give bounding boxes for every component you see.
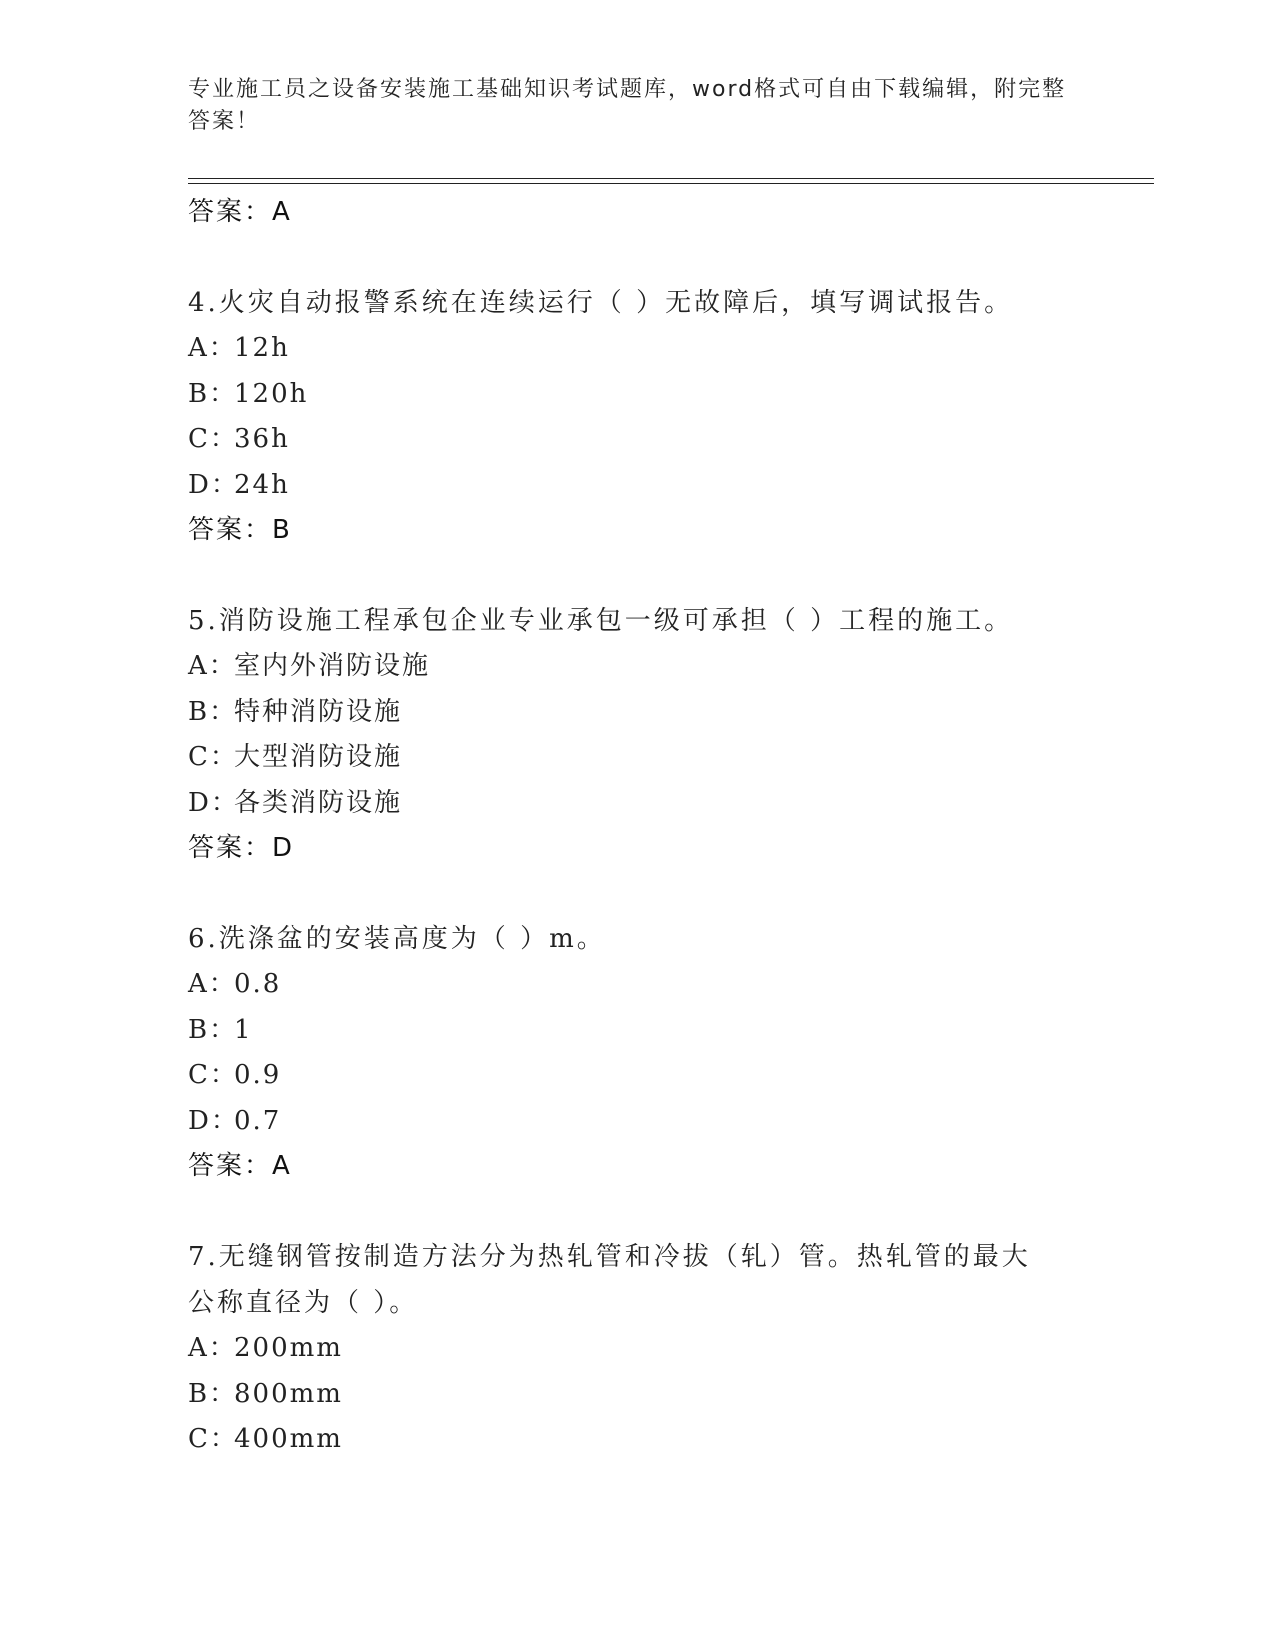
option-value: 800mm: [234, 1378, 343, 1409]
header-divider-bottom: [188, 183, 1154, 184]
answer-line: 答案：A: [188, 197, 292, 227]
question-block: [188, 1234, 1088, 1463]
option-value: 36h: [234, 424, 290, 454]
option-d: [188, 463, 1088, 509]
option-value: 400mm: [234, 1424, 343, 1454]
option-b: [188, 1008, 1088, 1054]
option-letter: A：: [188, 1333, 237, 1363]
answer-line: 答案：B: [188, 515, 292, 545]
option-c: [188, 1417, 1088, 1463]
option-letter: A：: [188, 333, 237, 363]
answer-line: 答案：A: [188, 1151, 292, 1181]
question-list: [188, 190, 1088, 1463]
option-a: [188, 1326, 1088, 1372]
question-text: 4.火灾自动报警系统在连续运行（ ）无故障后，填写调试报告。: [188, 288, 1014, 318]
option-c: [188, 1053, 1088, 1099]
option-value: 0.8: [234, 969, 282, 999]
option-value: 1: [234, 1014, 253, 1045]
option-d: [188, 781, 1088, 827]
question-block: [188, 598, 1088, 870]
option-letter: D：: [188, 1105, 239, 1136]
option-letter: A：: [188, 651, 237, 681]
option-letter: B：: [188, 1014, 238, 1045]
question-text: 5.消防设施工程承包企业专业承包一级可承担（ ）工程的施工。: [188, 606, 1014, 636]
option-letter: B：: [188, 378, 238, 409]
option-value: 室内外消防设施: [234, 651, 431, 681]
option-value: 各类消防设施: [234, 787, 403, 818]
document-header: [188, 74, 1068, 138]
option-letter: C：: [188, 742, 238, 772]
option-letter: C：: [188, 1060, 238, 1090]
option-letter: A：: [188, 969, 237, 999]
option-letter: D：: [188, 787, 239, 818]
option-b: [188, 372, 1088, 418]
option-value: 120h: [234, 378, 309, 409]
option-b: [188, 690, 1088, 736]
option-value: 12h: [234, 333, 290, 363]
option-c: [188, 735, 1088, 781]
question-text: 6.洗涤盆的安装高度为（ ）m。: [188, 924, 606, 954]
option-a: [188, 644, 1088, 690]
question-block: [188, 280, 1088, 552]
option-value: 200mm: [234, 1333, 343, 1363]
option-letter: C：: [188, 1424, 238, 1454]
option-letter: B：: [188, 1378, 238, 1409]
option-value: 大型消防设施: [234, 742, 403, 772]
option-letter: C：: [188, 424, 238, 454]
option-value: 0.9: [234, 1060, 282, 1090]
option-value: 24h: [234, 469, 290, 500]
option-c: [188, 417, 1088, 463]
option-d: [188, 1099, 1088, 1145]
option-b: [188, 1372, 1088, 1418]
option-value: 0.7: [234, 1105, 282, 1136]
option-letter: B：: [188, 696, 238, 727]
question-block: [188, 916, 1088, 1188]
option-value: 特种消防设施: [234, 696, 403, 727]
option-letter: D：: [188, 469, 239, 500]
header-title: 专业施工员之设备安装施工基础知识考试题库，word格式可自由下载编辑，附完整答案！: [188, 77, 1067, 134]
question-text: 7.无缝钢管按制造方法分为热轧管和冷拔（轧）管。热轧管的最大公称直径为（ ）。: [188, 1242, 1031, 1318]
answer-line: 答案：D: [188, 833, 295, 863]
option-a: [188, 326, 1088, 372]
header-divider-top: [188, 178, 1154, 179]
option-a: [188, 962, 1088, 1008]
